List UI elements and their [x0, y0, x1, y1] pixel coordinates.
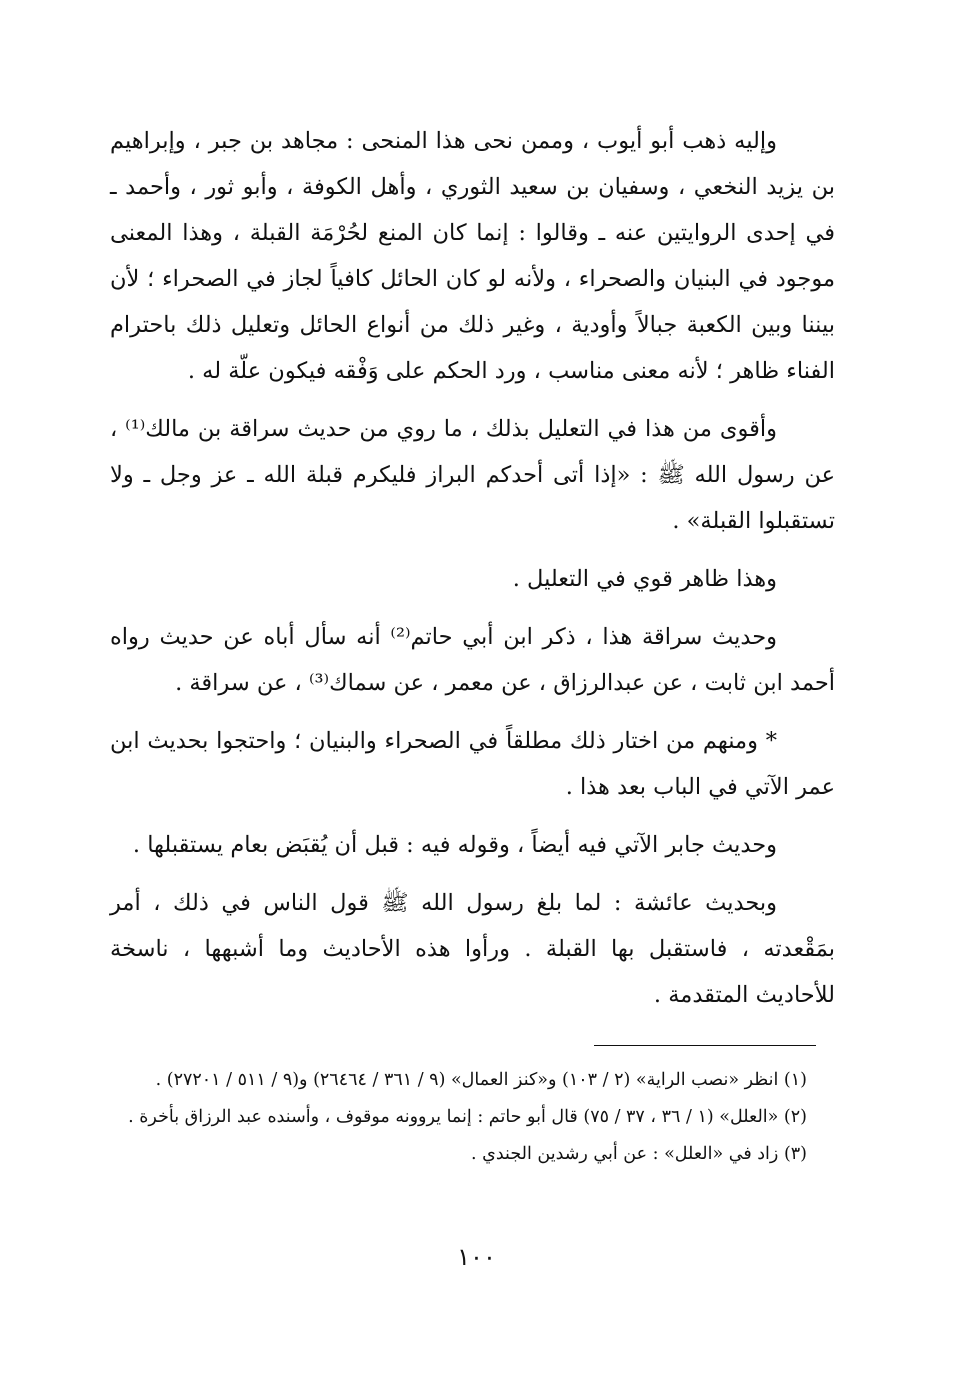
footnote-2: (٢) «العلل» (١ / ٣٦ ، ٣٧ / ٧٥) قال أبو حاتم : إنما يروونه موقوف ، وأسنده عبد الرزاق بأخرة .: [128, 1107, 807, 1127]
footnote-1: (١) انظر «نصب الراية» (٢ / ١٠٣) و«كنز العمال» (٩ / ٣٦١ / ٢٦٤٦٤) و(٩ / ٥١١ / ٢٧٢٠١) .: [155, 1070, 807, 1090]
main-text: [110, 118, 835, 1018]
paragraph-2: وأقوى من هذا في التعليل بذلك ، ما روي من حديث سراقة بن مالك⁽¹⁾ ، عن رسول الله ﷺ : «إذا أتى أحدكم البراز فليكرم قبلة الله ـ عز وجل ـ ولا تستقبلوا القبلة» .: [110, 416, 835, 534]
footnote-3: (٣) زاد في «العلل» : عن أبي رشدين الجندي .: [471, 1144, 807, 1164]
paragraph-3: وهذا ظاهر قوي في التعليل .: [512, 566, 777, 592]
paragraph-7: وبحديث عائشة : لما بلغ رسول الله ﷺ قول الناس في ذلك ، أمر بمَقْعدته ، فاستقبل بها القبلة . ورأوا هذه الأحاديث وما أشبهها ، ناسخة للأحاديث المتقدمة .: [110, 890, 835, 1008]
paragraph-6: وحديث جابر الآتي فيه أيضاً ، وقوله فيه : قبل أن يُقبَض بعام يستقبلها .: [132, 832, 777, 858]
page-number: ١٠٠: [457, 1243, 496, 1271]
paragraph-4: وحديث سراقة هذا ، ذكر ابن أبي حاتم⁽²⁾ أنه سأل أباه عن حديث رواه أحمد ابن ثابت ، عن عبدالرزاق ، عن معمر ، عن سماك⁽³⁾ ، عن سراقة .: [110, 624, 835, 696]
paragraph-1: وإليه ذهب أبو أيوب ، وممن نحى هذا المنحى : مجاهد بن جبر ، وإبراهيم بن يزيد النخعي ، وسفيان بن سعيد الثوري ، وأهل الكوفة ، وأبو ثور ، وأحمد ـ في إحدى الروايتين عنه ـ وقالوا : إنما كان المنع لحُرْمَة القبلة ، وهذا المعنى موجود في البنيان والصحراء ، ولأنه لو كان الحائل كافياً لجاز في الصحراء ؛ لأن بيننا وبين الكعبة جبالاً وأودية ، وغير ذلك من أنواع الحائل وتعليل ذلك باحترام الفناء ظاهر ؛ لأنه معنى مناسب ، ورد الحكم على وَفْقه فيكون علّة له .: [110, 128, 835, 384]
footnote-divider: [594, 1045, 816, 1046]
paragraph-5: * ومنهم من اختار ذلك مطلقاً في الصحراء والبنيان ؛ واحتجوا بحديث ابن عمر الآتي في الباب بعد هذا .: [110, 728, 835, 800]
footnotes: [110, 1063, 835, 1174]
